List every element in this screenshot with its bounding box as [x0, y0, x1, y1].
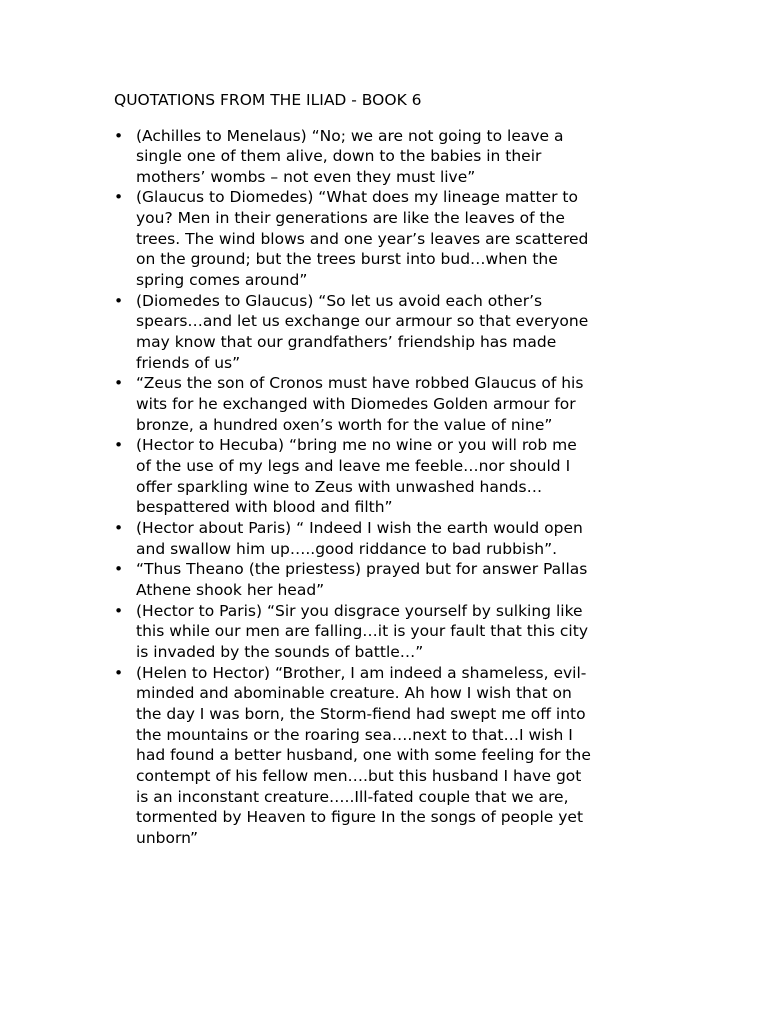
quotation-text: (Hector about Paris) “ Indeed I wish the earth would open and swallow him up…..good riddance to bad rubbish”.	[136, 518, 583, 558]
quotation-item	[114, 435, 660, 518]
bullet-icon: •	[114, 291, 124, 310]
bullet-icon: •	[114, 126, 124, 145]
quotation-text: (Achilles to Menelaus) “No; we are not going to leave a single one of them alive, down to the babies in their mothers’ wombs – not even they must live”	[136, 126, 564, 186]
bullet-icon: •	[114, 663, 124, 682]
quotation-text: (Diomedes to Glaucus) “So let us avoid each other’s spears…and let us exchange our armour so that everyone may know that our grandfathers’ friendship has made friends of us”	[136, 291, 589, 372]
bullet-icon: •	[114, 188, 124, 207]
document-page	[114, 90, 660, 848]
quotation-text: “Thus Theano (the priestess) prayed but for answer Pallas Athene shook her head”	[136, 560, 588, 599]
quotation-item	[114, 518, 660, 559]
bullet-icon: •	[114, 436, 124, 455]
quotation-item	[114, 601, 660, 663]
quotation-list	[114, 126, 660, 849]
document-title: QUOTATIONS FROM THE ILIAD - BOOK 6	[114, 91, 422, 109]
quotation-item	[114, 291, 660, 374]
quotation-text: “Zeus the son of Cronos must have robbed Glaucus of his wits for he exchanged with Diomedes Golden armour for bronze, a hundred oxen’s worth for the value of nine”	[136, 374, 584, 434]
bullet-icon: •	[114, 518, 124, 537]
quotation-text: (Hector to Paris) “Sir you disgrace yourself by sulking like this while our men are falling…it is your fault that this city is invaded by the sounds of battle…”	[136, 601, 588, 661]
bullet-icon: •	[114, 601, 124, 620]
quotation-text: (Glaucus to Diomedes) “What does my lineage matter to you? Men in their generations are like the leaves of the trees. The wind blows and one year’s leaves are scattered on the ground; but the trees burst into bud…when the spring comes around”	[136, 188, 589, 290]
quotation-item	[114, 126, 660, 188]
quotation-item	[114, 373, 660, 435]
quotation-text: (Helen to Hector) “Brother, I am indeed a shameless, evil- minded and abominable creature. Ah how I wish that on the day I was born, the Storm-fiend had swept me off into the mountains or the roaring sea….next to that…I wish I had found a better husband, one with some feeling for the contempt of his fellow men….but this husband I have got is an inconstant creature…..Ill-fated couple that we are, tormented by Heaven to figure In the songs of people yet unborn”	[136, 663, 591, 847]
quotation-item	[114, 187, 660, 290]
quotation-item	[114, 559, 660, 600]
bullet-icon: •	[114, 560, 124, 579]
quotation-text: (Hector to Hecuba) “bring me no wine or you will rob me of the use of my legs and leave me feeble…nor should I offer sparkling wine to Zeus with unwashed hands… bespattered with blood and filth”	[136, 436, 577, 517]
quotation-item	[114, 663, 660, 849]
bullet-icon: •	[114, 374, 124, 393]
